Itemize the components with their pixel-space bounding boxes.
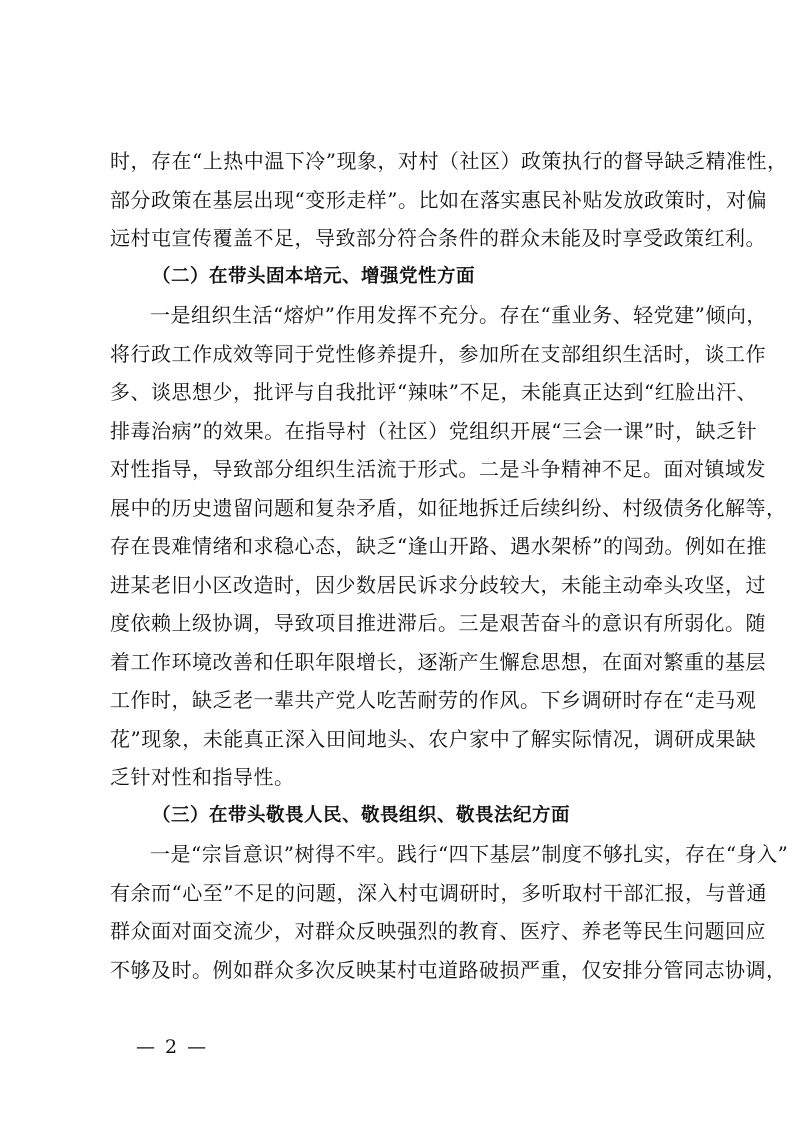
text-line: 工作时，缺乏老一辈共产党人吃苦耐劳的作风。下乡调研时存在“走马观 <box>110 688 757 712</box>
document-body <box>110 142 789 989</box>
text-line: 时，存在“上热中温下冷”现象，对村（社区）政策执行的督导缺乏精准性， <box>110 149 788 173</box>
text-line: 多、谈思想少，批评与自我批评“辣味”不足，未能真正达到“红脸出汗、 <box>110 380 758 404</box>
text-line: 一是组织生活“熔炉”作用发挥不充分。存在“重业务、轻党建”倾向， <box>150 303 767 327</box>
text-line: 对性指导，导致部分组织生活流于形式。二是斗争精神不足。面对镇域发 <box>110 457 766 481</box>
text-line: 一是“宗旨意识”树得不牢。践行“四下基层”制度不够扎实，存在“身入” <box>150 842 789 866</box>
text-line: 群众面对面交流少，对群众反映强烈的教育、医疗、养老等民生问题回应 <box>110 919 766 943</box>
text-line: 排毒治病”的效果。在指导村（社区）党组织开展“三会一课”时，缺乏针 <box>110 418 758 443</box>
text-line: 花”现象，未能真正深入田间地头、农户家中了解实际情况，调研成果缺 <box>110 726 757 751</box>
text-line: 有余而“心至”不足的问题，深入村屯调研时，多听取村干部汇报，与普通 <box>110 880 767 905</box>
text-line: 度依赖上级协调，导致项目推进滞后。三是艰苦奋斗的意识有所弱化。随 <box>110 611 766 635</box>
text-line: 着工作环境改善和任职年限增长，逐渐产生懈怠思想，在面对繁重的基层 <box>110 649 766 674</box>
text-line: 进某老旧小区改造时，因少数居民诉求分歧较大，未能主动牵头攻坚，过 <box>110 572 766 597</box>
page-number: — 2 — <box>136 1036 209 1058</box>
text-line: 存在畏难情绪和求稳心态，缺乏“逢山开路、遇水架桥”的闯劲。例如在推 <box>110 534 767 558</box>
text-line: 部分政策在基层出现“变形走样”。比如在落实惠民补贴发放政策时，对偏 <box>110 187 767 212</box>
text-line: 将行政工作成效等同于党性修养提升，参加所在支部组织生活时，谈工作 <box>110 341 766 366</box>
section-heading: （三）在带头敬畏人民、敬畏组织、敬畏法纪方面 <box>152 804 571 826</box>
text-line: 展中的历史遗留问题和复杂矛盾，如征地拆迁后续纠纷、村级债务化解等， <box>110 495 787 520</box>
section-heading: （二）在带头固本培元、增强党性方面 <box>152 265 476 287</box>
text-line: 远村屯宣传覆盖不足，导致部分符合条件的群众未能及时享受政策红利。 <box>110 226 766 250</box>
text-line: 不够及时。例如群众多次反映某村屯道路破损严重，仅安排分管同志协调， <box>110 957 787 982</box>
text-line: 乏针对性和指导性。 <box>110 765 295 789</box>
